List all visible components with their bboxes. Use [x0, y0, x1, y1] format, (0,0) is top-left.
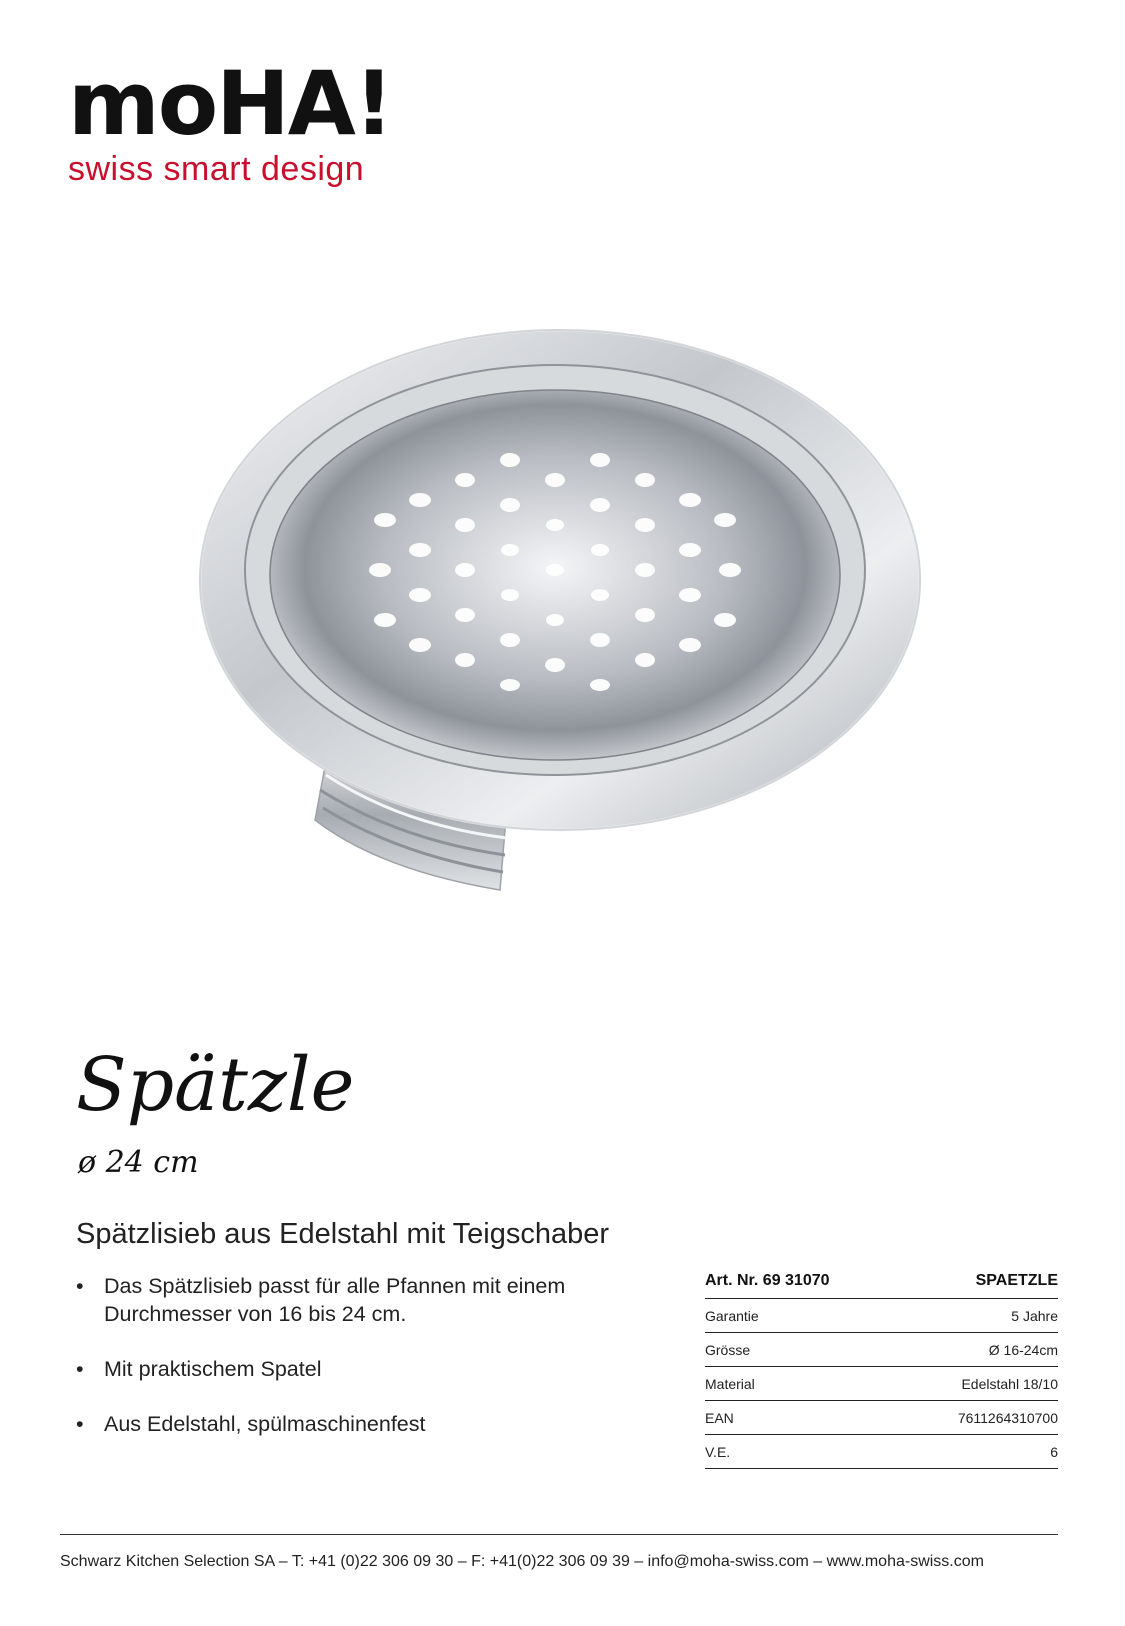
feature-item: [76, 1272, 636, 1328]
spec-label: Material: [705, 1367, 901, 1401]
spaetzle-sieve-image: [180, 320, 940, 940]
bullet-icon: •: [76, 1274, 84, 1298]
table-row: [705, 1435, 1058, 1469]
feature-text: Mit praktischem Spatel: [104, 1357, 322, 1381]
product-size: ø 24 cm: [78, 1145, 199, 1180]
brand-name: moHA!: [68, 52, 393, 155]
footer-contact: Schwarz Kitchen Selection SA – T: +41 (0)22 306 09 30 – F: +41(0)22 306 09 39 – info@moha-swiss.com – www.moha-swiss.com: [60, 1553, 984, 1570]
spec-value: 7611264310700: [901, 1401, 1058, 1435]
product-code: SPAETZLE: [901, 1268, 1058, 1299]
bullet-icon: •: [76, 1357, 84, 1381]
product-title: Spätzle: [76, 1042, 355, 1128]
product-subtitle: Spätzlisieb aus Edelstahl mit Teigschaber: [76, 1218, 610, 1250]
table-row: [705, 1367, 1058, 1401]
feature-text: Das Spätzlisieb passt für alle Pfannen mit einem Durchmesser von 16 bis 24 cm.: [104, 1274, 566, 1326]
spec-value: Ø 16-24cm: [901, 1333, 1058, 1367]
spec-label: Garantie: [705, 1299, 901, 1333]
table-row: [705, 1401, 1058, 1435]
spec-header-row: [705, 1268, 1058, 1299]
spec-label: EAN: [705, 1401, 901, 1435]
spec-value: 6: [901, 1435, 1058, 1469]
feature-list: [76, 1272, 636, 1465]
footer-divider: [60, 1534, 1058, 1535]
article-number: Art. Nr. 69 31070: [705, 1268, 901, 1299]
table-row: [705, 1333, 1058, 1367]
brand-tagline: swiss smart design: [68, 150, 365, 188]
table-row: [705, 1299, 1058, 1333]
feature-item: [76, 1355, 636, 1383]
spec-label: Grösse: [705, 1333, 901, 1367]
feature-item: [76, 1410, 636, 1438]
spec-value: 5 Jahre: [901, 1299, 1058, 1333]
spec-value: Edelstahl 18/10: [901, 1367, 1058, 1401]
spec-table: [705, 1268, 1058, 1469]
feature-text: Aus Edelstahl, spülmaschinenfest: [104, 1412, 426, 1436]
spec-label: V.E.: [705, 1435, 901, 1469]
bullet-icon: •: [76, 1412, 84, 1436]
brand-logo: [68, 52, 393, 188]
